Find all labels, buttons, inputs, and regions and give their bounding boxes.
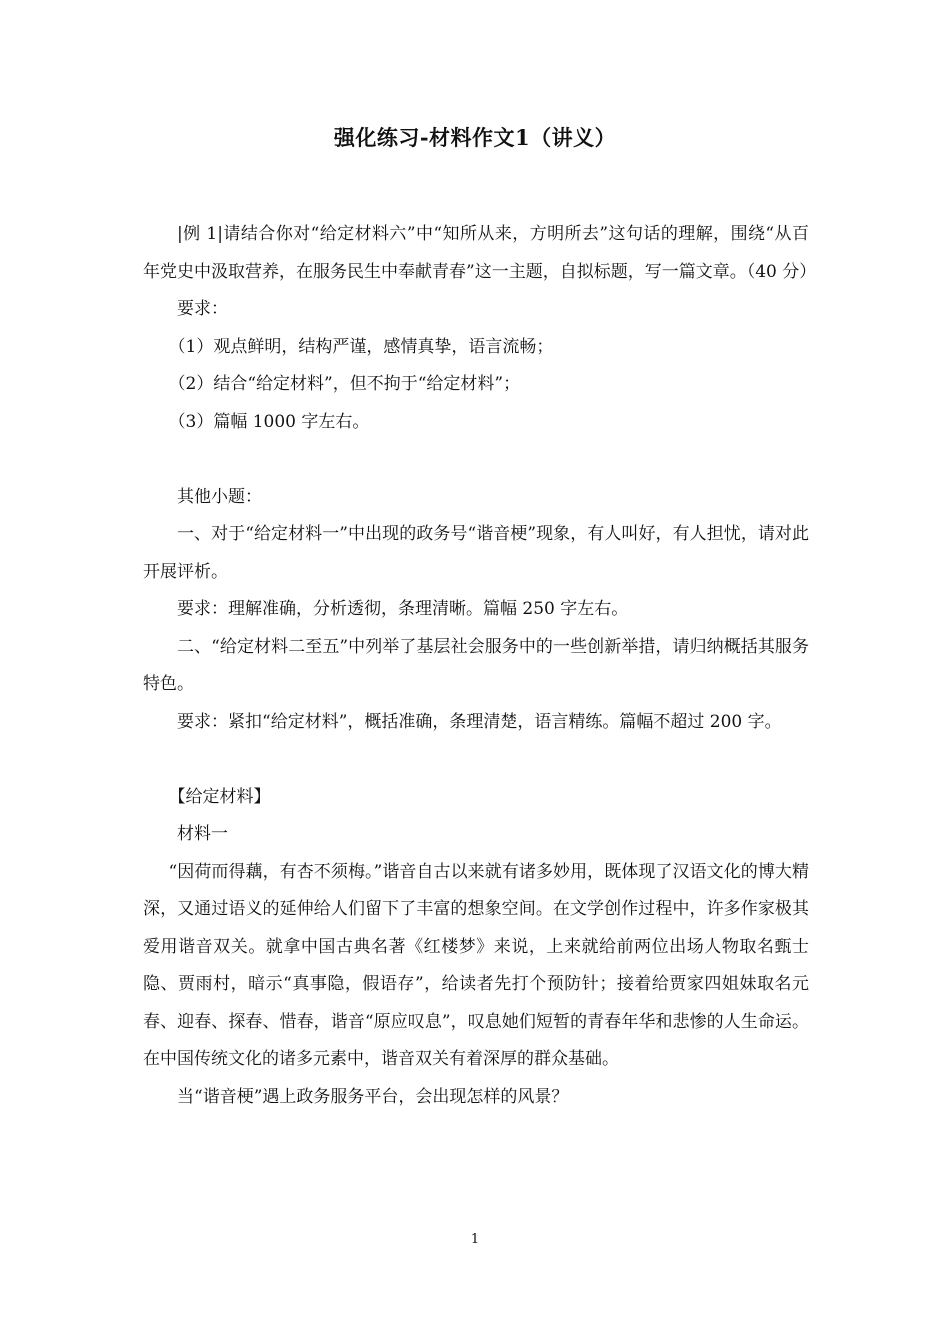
- other-question-2-requirement: 要求：紧扣“给定材料”，概括准确，条理清楚，语言精练。篇幅不超过 200 字。: [177, 711, 782, 732]
- other-question-1-requirement: 要求：理解准确，分析透彻，条理清晰。篇幅 250 字左右。: [177, 599, 629, 619]
- other-question-1: 一、对于“给定材料一”中出现的政务号“谐音梗”现象，有人叫好，有人担忧，请对此开展评析。: [143, 524, 809, 582]
- document-body: [143, 216, 817, 1116]
- requirements-label: 要求：: [177, 299, 228, 319]
- question-prompt: |例 1|请结合你对“给定材料六”中“知所从来，方明所去”这句话的理解，围绕“从百年党史中汲取营养，在服务民生中奉献青春”这一主题，自拟标题，写一篇文章。（40 分）: [143, 224, 817, 282]
- material-1-paragraph: 当“谐音梗”遇上政务服务平台，会出现怎样的风景？: [177, 1086, 569, 1107]
- requirement-item: （1）观点鲜明，结构严谨，感情真挚，语言流畅；: [168, 336, 554, 357]
- requirement-item: （2）结合“给定材料”，但不拘于“给定材料”；: [168, 374, 521, 394]
- other-question-2: 二、“给定材料二至五”中列举了基层社会服务中的一些创新举措，请归纳概括其服务特色。: [143, 636, 809, 694]
- paragraph-spacer: [143, 741, 809, 779]
- materials-header: 【给定材料】: [168, 786, 271, 807]
- other-questions-label: 其他小题：: [177, 486, 262, 507]
- material-1-label: 材料一: [177, 824, 228, 844]
- page-number: 1: [470, 1232, 480, 1247]
- paragraph-spacer: [143, 441, 809, 479]
- document-title: 强化练习-材料作文1（讲义）: [333, 125, 617, 150]
- requirement-item: （3）篇幅 1000 字左右。: [168, 411, 370, 432]
- material-1-paragraph: “因荷而得藕，有杏不须梅。”谐音自古以来就有诸多妙用，既体现了汉语文化的博大精深，又通过语义的延伸给人们留下了丰富的想象空间。在文学创作过程中，许多作家极其爱用谐音双关。就拿中国古典名著《红楼梦》来说，上来就给前两位出场人物取名甄士隐、贾雨村，暗示“真事隐，假语存”，给读者先打个预防针；接着给贾家四姐妹取名元春、迎春、探春、惜春，谐音“原应叹息”，叹息她们短暂的青春年华和悲惨的人生命运。在中国传统文化的诸多元素中，谐音双关有着深厚的群众基础。: [143, 861, 809, 1069]
